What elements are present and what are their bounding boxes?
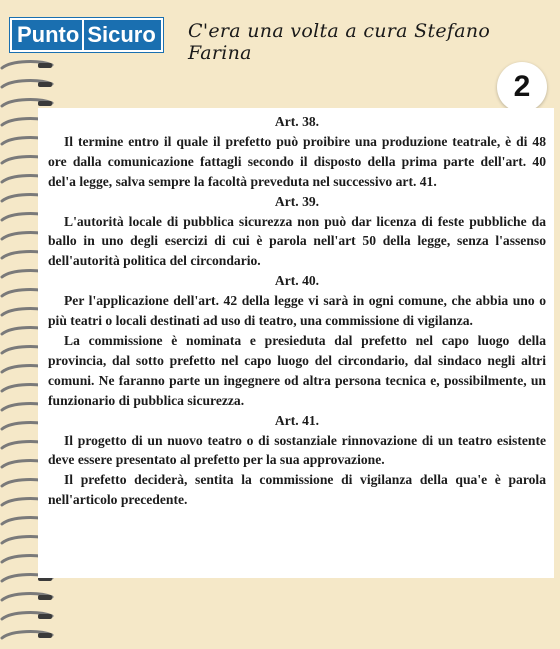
law-text — [48, 112, 546, 510]
article-41-title: Art. 41. — [274, 412, 320, 428]
article-40-paragraph-1: Per l'applicazione dell'art. 42 della legge vi sarà in ogni comune, che abbia uno o più teatri o locali destinati ad uso di teatro, una commissione di vigilanza. — [48, 293, 546, 329]
logo-text-punto: Punto — [12, 20, 82, 50]
article-40-title: Art. 40. — [274, 273, 320, 289]
article-38-title: Art. 38. — [274, 114, 320, 129]
spiral-hole — [38, 63, 52, 68]
series-title: C'era una volta a cura Stefano Farina — [188, 20, 491, 64]
article-40-paragraph-2: La commissione è nominata e presieduta dal prefetto nel capo luogo della provincia, dal sotto prefetto nel capo luogo del circondario, dal sindaco negli altri comuni. Ne faranno parte un ingegnere od altra persona tecnica e, possibilmente, un funzionario di pubblica sicurezza. — [48, 332, 546, 408]
spiral-hole — [38, 633, 52, 638]
spiral-hole — [38, 82, 52, 87]
logo-text-sicuro: Sicuro — [82, 20, 160, 50]
article-41-paragraph-1: Il progetto di un nuovo teatro o di sostanziale rinnovazione di un teatro esistente deve essere presentato al prefetto per la sua approvazione. — [48, 432, 546, 468]
spiral-hole — [38, 101, 52, 106]
puntosicuro-logo[interactable] — [10, 18, 163, 52]
article-39-paragraph: L'autorità locale di pubblica sicurezza non può dar licenza di feste pubbliche da ballo in uno degli esercizi di cui è parola nell'art 50 della legge, senza l'assenso dell'autorità politica del circondario. — [48, 213, 546, 269]
article-39-title: Art. 39. — [274, 193, 320, 209]
spiral-hole — [38, 595, 52, 600]
article-41-paragraph-2: Il prefetto deciderà, sentita la commissione di vigilanza della qua'e è parola nell'articolo precedente. — [48, 472, 546, 508]
page-number-badge: 2 — [497, 62, 547, 112]
header — [0, 0, 560, 64]
spiral-hole — [38, 614, 52, 619]
article-38-paragraph: Il termine entro il quale il prefetto può proibire una produzione teatrale, è di 48 ore dalla comunicazione fattagli secondo il disposto della prima parte dell'art. 40 del'a legge, salva sempre la facoltà preveduta nel successivo art. 41. — [48, 133, 546, 189]
